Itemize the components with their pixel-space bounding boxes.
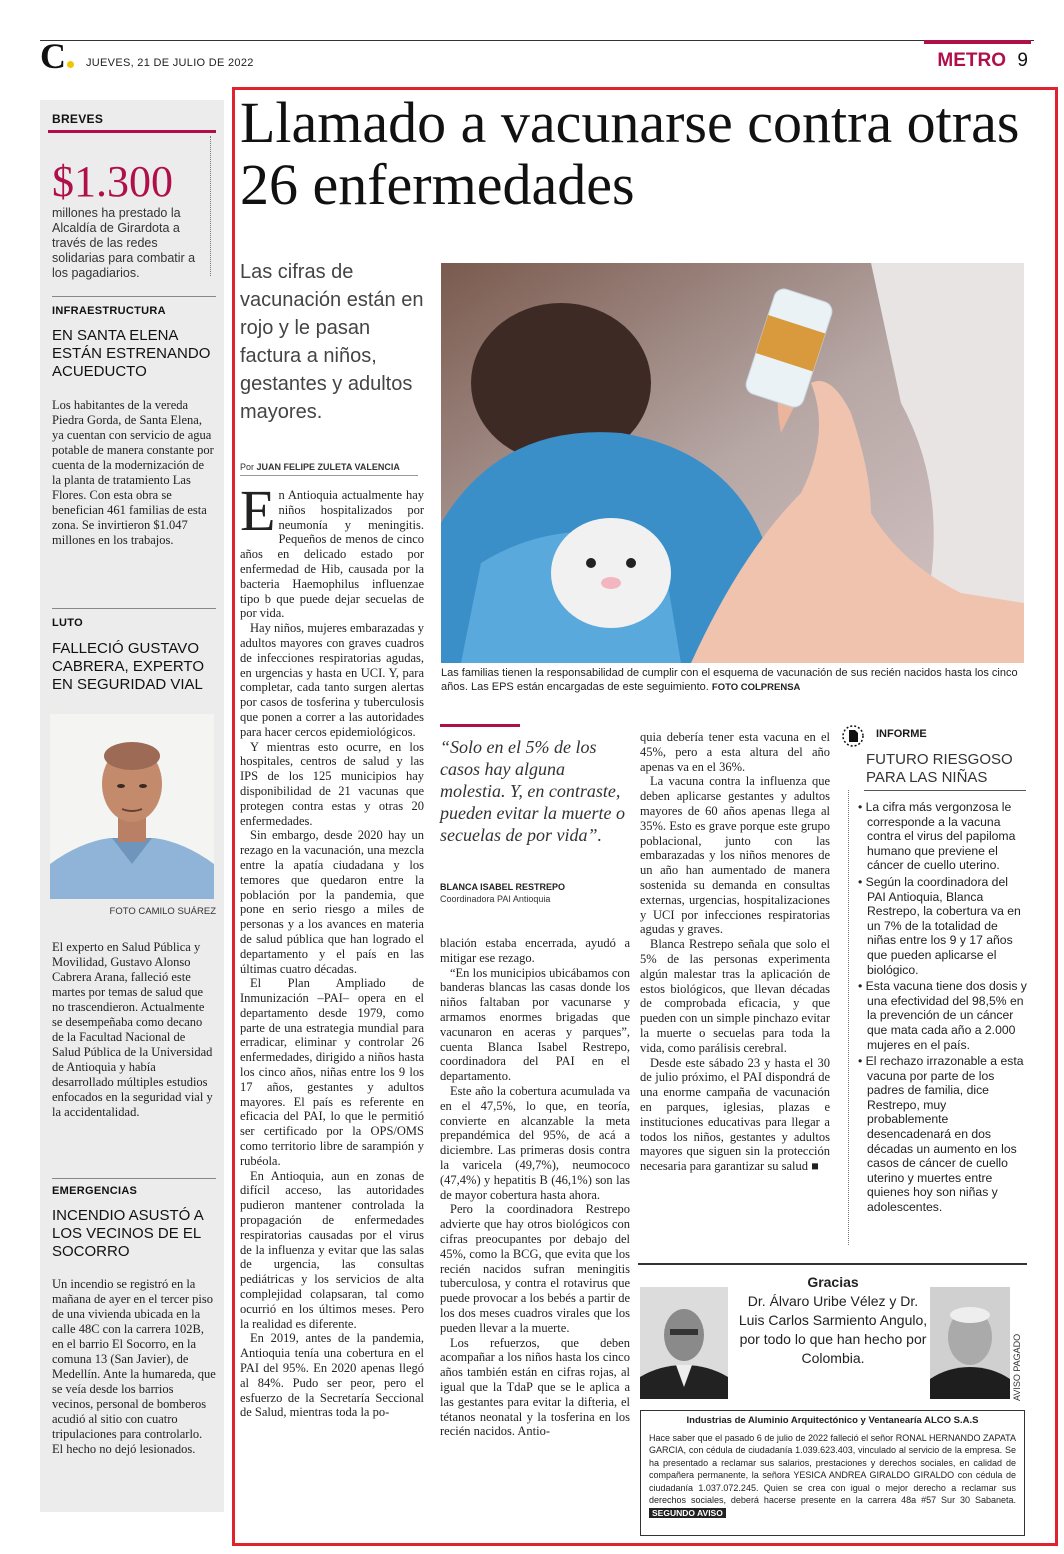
photo-caption: Las familias tienen la responsabilidad de cumplir con el esquema de vacunación de sus recién nacidos hasta los cinco años. Las EPS están encargadas de este seguimiento. FOTO COLPRENSA (441, 667, 1018, 693)
informe-list (856, 800, 1028, 1217)
luto-headline: FALLECIÓ GUSTAVO CABRERA, EXPERTO EN SEGURIDAD VIAL (52, 640, 204, 693)
divider (52, 608, 216, 609)
infra-kicker: INFRAESTRUCTURA (52, 305, 166, 317)
byline: Por JUAN FELIPE ZULETA VALENCIA (240, 462, 418, 476)
infra-body: Los habitantes de la vereda Piedra Gorda, de Santa Elena, ya cuentan con servicio de agua potable de manera constante por cuenta de la modernización de la planta de tratamiento Las Flores. Con esta obra se benefician 461 familias de esta zona. Se invirtieron $1.047 millones en los trabajos. (52, 398, 214, 547)
drop-cap: E (240, 478, 276, 543)
list-item: • La cifra más vergonzosa le corresponde a la vacuna contra el virus del papiloma humano que previene el cáncer de cuello uterino. (858, 800, 1016, 873)
gracias-ad (638, 1263, 1027, 1407)
emergencias-kicker: EMERGENCIAS (52, 1185, 138, 1197)
dotted-rule (848, 790, 850, 1245)
informe-kicker: INFORME (876, 728, 927, 740)
page-number: 9 (1017, 50, 1028, 71)
divider (52, 1178, 216, 1179)
alco-notice (640, 1410, 1025, 1536)
photo-credit: FOTO COLPRENSA (711, 682, 801, 693)
breves-rule (48, 130, 216, 133)
vaccination-photo (441, 263, 1024, 663)
divider (52, 296, 216, 297)
emergencias-headline: INCENDIO ASUSTÓ A LOS VECINOS DE EL SOCORRO (52, 1207, 203, 1260)
luto-kicker: LUTO (52, 617, 83, 629)
logo-dot (67, 61, 74, 68)
issue-date: JUEVES, 21 DE JULIO DE 2022 (86, 57, 254, 69)
luto-photo-credit: FOTO CAMILO SUÁREZ (109, 906, 216, 917)
aviso-pagado: AVISO PAGADO (1012, 1333, 1022, 1401)
list-item: • Esta vacuna tiene dos dosis y una efectividad del 98,5% en la prevención de un cáncer que mata cada año a 2.000 mujeres en el país. (858, 979, 1027, 1052)
article-column-1: En Antioquia actualmente hay niños hospitalizados por neumonía y meningitis. Pequeños de menos de cinco años en delicado estado por enfermedad de Hib, causada por la bacteria Haemophilus influenzae tipo b que puede dejar secuelas de por vida. Hay niños, mujeres embarazadas y adultos mayores con graves cuadros de infecciones respiratorias agudas, en urgencias y hasta en UCI. Y, para completar, cada tanto surgen alertas por casos de tosferina y tuberculosis que ponen a correr a las autoridades para hacer cercos epidemiológicos. Y mientras esto ocurre, en los hospitales, centros de salud y las IPS de los 125 municipios hay disponibilidad de 21 vacunas que protegen contra estas y otras 20 enfermedades. Sin embargo, desde 2020 hay un rezago en la vacunación, una mezcla entre la apatía ciudadana y los temores que quedaron entre la población por la pandemia, que pone en serio riesgo a miles de personas y a los avances en materia de salud pública que han logrado el departamento y el país en las últimas cuatro décadas. El Plan Ampliado de Inmunización –PAI– opera en el departamento desde 1979, como parte de una estrategia mundial para erradicar, eliminar y controlar 26 enfermedades, dirigido a niños hasta los cinco años, niñas entre los 9 los 17 años, gestantes y adultos mayores. El país es referente en eficacia del PAI, lo que le permitió ser certificado por la OPS/OMS como territorio libre de sarampión y rubéola. En Antioquia, aun en zonas de difícil acceso, las autoridades pudieron mantener controlada la propagación de enfermedades respiratorias causadas por el virus de la influenza y evitar que las salas de urgencia, las consultas pediátricas y los servicios de alta complejidad colapsaran, tal como ocurrió en los últimos meses. Pero la realidad es diferente. En 2019, antes de la pandemia, Antioquia tenía una cobertura en el PAI del 95%. En 2020 apenas llegó al 84%. Pudo ser peor, pero el esfuerzo de la Secretaría Seccional de Salud, mientras toda la po- (240, 478, 424, 1420)
quote-role: Coordinadora PAI Antioquia (440, 894, 551, 904)
gracias-text: Dr. Álvaro Uribe Vélez y Dr. Luis Carlos Sarmiento Angulo, por todo lo que han hecho por Colombia. (738, 1293, 928, 1366)
informe-rule (864, 790, 1026, 791)
breves-kicker: BREVES (52, 112, 104, 126)
article-title: Llamado a vacunarse contra otras 26 enfermedades (240, 90, 1020, 217)
article-deck: Las cifras de vacunación están en rojo y le pasan factura a niños, gestantes y adultos mayores. (240, 261, 424, 423)
article-column-3: quia debería tener esta vacuna en el 45%, pero a esta altura del año apenas va en el 36%. La vacuna contra la influenza que deben aplicarse gestantes y adultos mayores de 60 años apenas llega al 35%. Esto es grave porque este grupo poblacional, junto con las embarazadas y los niños menores de un año han aumentado de manera sostenida su demanda en consultas externas, urgencias, hospitalizaciones y UCI por infecciones respiratorias agudas y graves. Blanca Restrepo señala que solo el 5% de las personas experimenta algún malestar tras la aplicación de estos biológicos, que llevan décadas de comprobada eficacia, y que pueden con un simple pinchazo evitar la muerte o secuelas para toda la vida, como parálisis cerebral. Desde este sábado 23 y hasta el 30 de julio próximo, el PAI dispondrá de una enorme campaña de vacunación en parques, iglesias, plazas e instituciones educativas para llegar a todos los niños, gestantes y adultos mayores que siguen sin la protección necesaria para garantizar su salud ■ (640, 730, 830, 1174)
breves-amount: $1.300 (52, 157, 173, 206)
list-item: • El rechazo irrazonable a esta vacuna por parte de los padres de familia, dice Restrepo, muy probablemente desencadenará en dos décadas un aumento en los casos de cáncer de cuello uterino y muertes entre quienes hoy son niñas y adolescentes. (858, 1054, 1024, 1215)
top-rule (40, 40, 1034, 41)
informe-title: FUTURO RIESGOSO PARA LAS NIÑAS (866, 751, 1013, 786)
dotted-rule (210, 136, 212, 276)
pull-quote: “Solo en el 5% de los casos hay alguna molestia. Y, en contraste, pueden evitar la muerte o secuelas de por vida”. (440, 737, 625, 845)
newspaper-logo: C (40, 38, 74, 74)
document-icon (842, 725, 864, 747)
uribe-photo (640, 1287, 728, 1399)
luto-body: El experto en Salud Pública y Movilidad, Gustavo Alonso Cabrera Arana, falleció este martes por temas de salud que no trascendieron. Actualmente se desempeñaba como decano de la Facultad Nacional de Salud Pública de la Universidad de Antioquia y había desarrollado múltiples estudios enfocados en la seguridad vial y la accidentalidad. (52, 940, 213, 1119)
gracias-title: Gracias (807, 1274, 859, 1290)
portrait-photo (50, 714, 214, 899)
quote-name: BLANCA ISABEL RESTREPO (440, 882, 566, 892)
breves-sidebar (40, 100, 224, 1512)
breves-text: millones ha prestado la Alcaldía de Girardota a través de las redes solidarias para combatir a los pagadiarios. (52, 206, 196, 280)
gracias-text-block (738, 1273, 928, 1368)
list-item: • Según la coordinadora del PAI Antioquia, Blanca Restrepo, la cobertura va en un 7% de la totalidad de niñas entre los 9 y 17 años que pueden aplicarse el biológico. (858, 874, 1021, 977)
sarmiento-photo (930, 1287, 1010, 1399)
article-column-2: blación estaba encerrada, ayudó a mitigar ese rezago. “En los municipios ubicábamos con banderas blancas las casas donde los niños faltaban por vacunarse y armamos enormes brigadas que vacunaron en aceras y parques”, cuenta Blanca Isabel Restrepo, coordinadora del PAI en el departamento. Este año la cobertura acumulada va en el 47,5%, lo que, en teoría, convierte en alcanzable la meta prepandémica del 95%, de acá a diciembre. Las primeras dosis contra la varicela (49,7%), neumococo (47,4%) y hepatitis B (46,1%) son las de mayor cobertura hasta ahora. Pero la coordinadora Restrepo advierte que hay otros biológicos con cifras preocupantes por debajo del 45%, como la BCG, que evita que los recién nacidos sufran meningitis tuberculosa, y contra el rotavirus que puede provocar a los bebés a partir de los dos meses cuadros virales que los pueden llevar a la muerte. Los refuerzos, que deben acompañar a los niños hasta los cinco años también están en cifras rojas, al igual que la TdaP que se le aplica a las gestantes para evitar la difteria, el tétanos neonatal y la tosferina en los recién nacidos. Antio- (440, 936, 630, 1439)
emergencias-body: Un incendio se registró en la mañana de ayer en el tercer piso de una vivienda ubicada en la calle 48C con la carrera 102B, en el barrio El Socorro, en la comuna 13 (San Javier), de Medellín. Ante la humareda, que se veía desde los barrios vecinos, personal de bomberos acudió al sitio con cuatro tripulaciones para controlarlo. El hecho no dejó lesionados. (52, 1277, 216, 1456)
section-name: METRO (937, 50, 1006, 71)
section-bar (924, 40, 1031, 44)
alco-title: Industrias de Aluminio Arquitectónico y Ventanearía ALCO S.A.S (686, 1415, 979, 1426)
alco-text: Hace saber que el pasado 6 de julio de 2022 falleció el señor RONAL HERNANDO ZAPATA GARCIA, con cédula de ciudadanía 1.039.623.403, vinculado al servicio de la empresa. Se ha presentado a reclamar sus salarios, prestaciones y derechos sociales, en calidad de compañera permanente, la señora YESICA ANDREA GIRALDO GIRALDO con cédula de ciudadanía 1.037.072.245. Quien se crea con igual o mejor derecho a reclamar sus derechos sociales, deberá hacerse presente en la carrera 48a #57 Sur 30 Sabaneta. (649, 1432, 1016, 1505)
byline-name: JUAN FELIPE ZULETA VALENCIA (256, 462, 400, 472)
infra-headline: EN SANTA ELENA ESTÁN ESTRENANDO ACUEDUCTO (52, 327, 211, 380)
quote-bar (440, 724, 520, 727)
alco-badge: SEGUNDO AVISO (649, 1508, 726, 1518)
